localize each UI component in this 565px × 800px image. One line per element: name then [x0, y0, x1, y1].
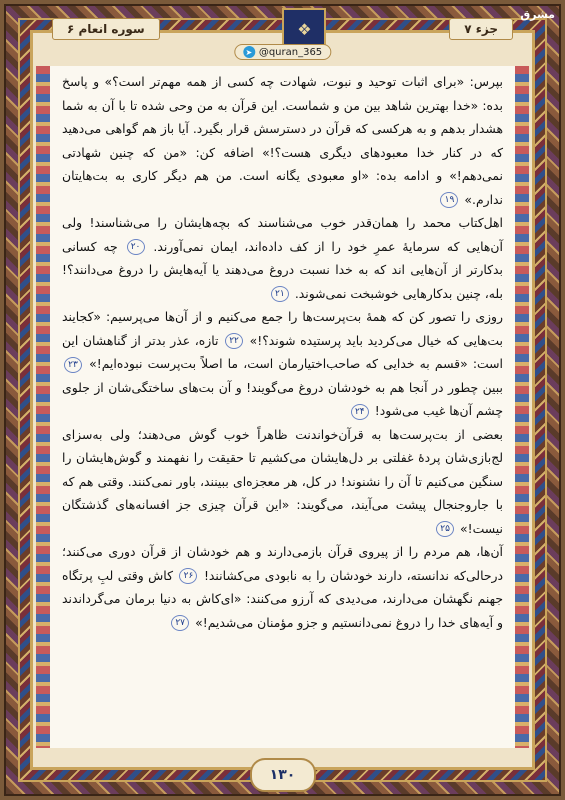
surah-label: سوره انعام ۶	[52, 18, 160, 40]
verse-number: ۱۹	[440, 192, 458, 208]
handle-text: @quran_365	[258, 46, 323, 58]
telegram-icon: ➤	[243, 46, 255, 58]
page-number: ۱۳۰	[250, 758, 316, 792]
channel-handle[interactable]	[234, 44, 331, 60]
verse-number: ۲۳	[64, 357, 82, 373]
verse-number: ۲۷	[171, 615, 189, 631]
verse-number: ۲۰	[127, 239, 145, 255]
verse-number: ۲۵	[436, 521, 454, 537]
verse-paragraph: اهل‌کتاب محمد را همان‌قدر خوب می‌شناسند که بچه‌هایشان را می‌شناسند! ولی آن‌هایی که سرمایهٔ عمرِ خود را از کف داده‌اند، ایمان نمی‌آورند. ۲۰ چه کسانی بدکارتر از آن‌هایی اند که به خدا نسبت دروغ می‌دهند یا آیه‌هایش را دروغ می‌دانند؟! بله، چنین بدکارهایی خوشبخت نمی‌شوند. ۲۱	[62, 215, 503, 301]
verse-paragraph: روزی را تصور کن که همهٔ بت‌پرست‌ها را جمع می‌کنیم و از آن‌ها می‌پرسیم: «کجایند بت‌هایی که خیال می‌کردید باید پرستیده شوند؟!» ۲۲ تازه، عذر بدتر از گناهشان این است: «قسم به خدایی که صاحب‌اختیارمان است، ما اصلاً بت‌پرست نبوده‌ایم!» ۲۳ ببین چطور در آنجا هم به خودشان دروغ می‌گویند! و آن بت‌های ساختگی‌شان از جلوی چشم آن‌ها غیب می‌شود! ۲۴	[62, 309, 503, 418]
side-ornament-right	[515, 66, 529, 748]
verse-paragraph: آن‌ها، هم مردم را از پیروی قرآن بازمی‌دارند و هم خودشان از قرآن دوری می‌کنند؛ درحالی‌که ندانسته، دارند خودشان را به نابودی می‌کشانند! ۲۶ کاش وقتی لبِ پرتگاه جهنم نگهشان می‌دارند، می‌دیدی که آرزو می‌کنند: «ای‌کاش به دنیا برمان می‌گرداندند و آیه‌های خدا را دروغ نمی‌دانستیم و جزو مؤمنان می‌شدیم!» ۲۷	[62, 544, 503, 630]
side-ornament-left	[36, 66, 50, 748]
translation-text	[50, 66, 515, 748]
calligraphy-emblem-icon: ❖	[282, 8, 326, 50]
juz-label: جزء ۷	[449, 18, 513, 40]
verse-number: ۲۶	[179, 568, 197, 584]
verse-number: ۲۲	[225, 333, 243, 349]
verse-number: ۲۱	[271, 286, 289, 302]
verse-paragraph: بپرس: «برای اثبات توحید و نبوت، شهادت چه کسی از همه مهم‌تر است؟» و پاسخ بده: «خدا بهترین شاهد بین من و شماست. این قرآن به من وحی شده تا با آن به شما هشدار بدهم و به هرکسی که قرآن در دسترسش قرار بگیرد. آیا باز هم گواهی می‌دهید که در کنار خدا معبودهای دیگری هست؟!» اضافه کن: «من که چنین شهادتی نمی‌دهم!» و ادامه بده: «او معبودی یگانه است. من هم دیگر کاری به بت‌هایتان ندارم.» ۱۹	[62, 74, 503, 207]
verse-number: ۲۴	[351, 404, 369, 420]
watermark-logo: مشرق	[520, 8, 555, 21]
verse-paragraph: بعضی از بت‌پرست‌ها به قرآن‌خواندنت ظاهراً خوب گوش می‌دهند؛ ولی به‌سزای لج‌بازی‌شان پردهٔ غفلتی بر دل‌هایشان می‌کشیم تا حقیقت را نفهمند و گوش‌هایشان را سنگین می‌کنیم تا آن را نشنوند! در کل، هر معجزه‌ای ببینند، باور نمی‌کنند. وقتی هم که با جاروجنجال پیشت می‌آیند، می‌گویند: «این قرآن چیزی جز افسانه‌های گذشتگان نیست!» ۲۵	[62, 426, 503, 536]
